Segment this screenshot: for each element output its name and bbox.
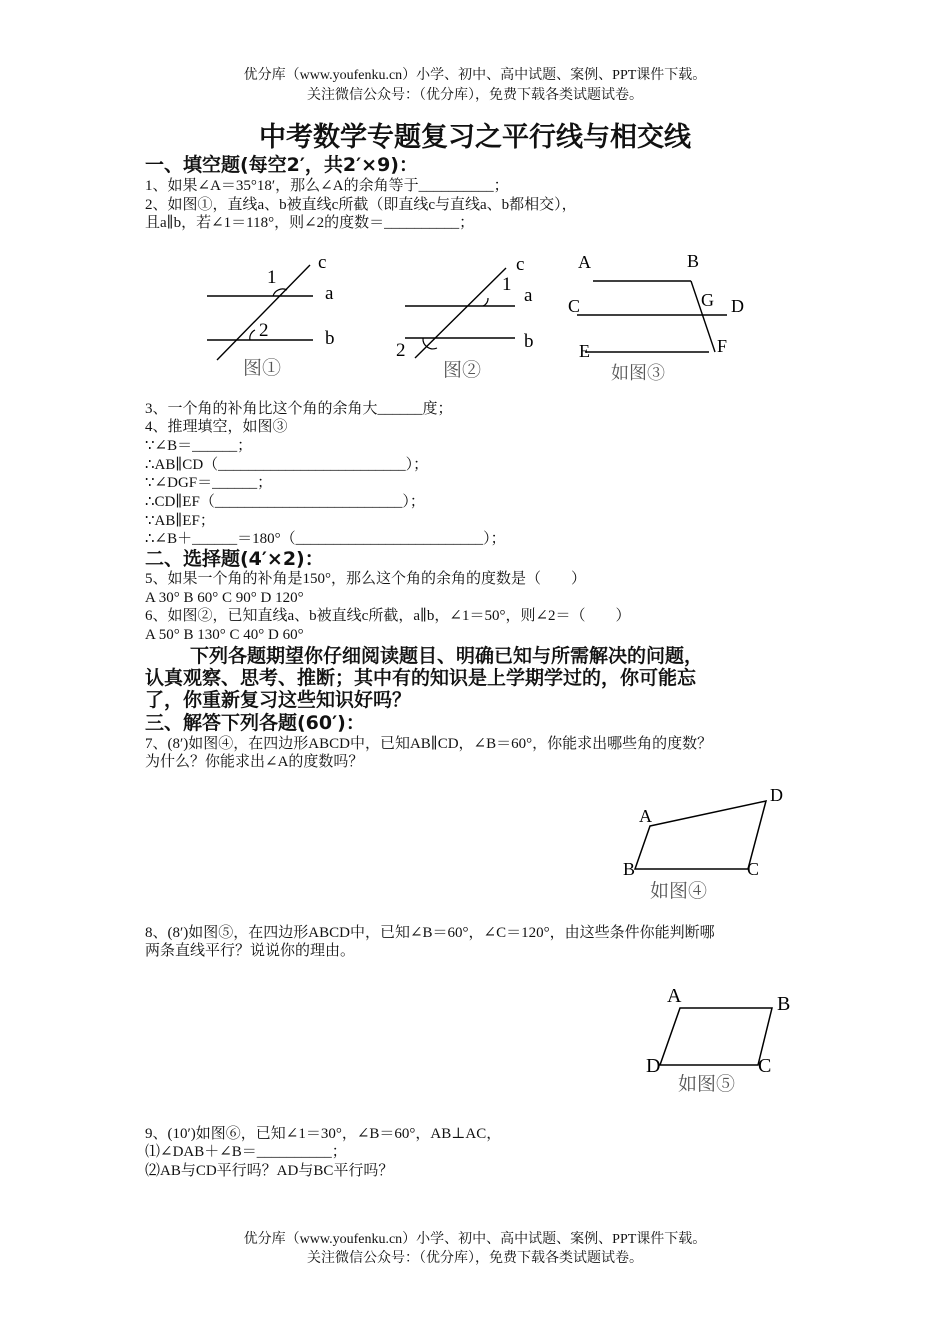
fig1-label-b: b	[325, 328, 335, 349]
fig1-caption: 图①	[243, 358, 282, 379]
fig4-label-C: C	[747, 859, 760, 879]
fig4-label-A: A	[639, 806, 652, 826]
figure-3	[565, 248, 755, 388]
fig2-caption: 图②	[443, 360, 482, 381]
footer-line-1: 优分库（www.youfenku.cn）小学、初中、高中试题、案例、PPT课件下载。	[243, 1232, 707, 1247]
instruction-line-1: 下列各题期望你仔细阅读题目、明确已知与所需解决的问题，	[190, 645, 704, 667]
question-3: 3、一个角的补角比这个角的余角大______度；	[145, 401, 453, 417]
fig4-caption: 如图④	[650, 881, 708, 902]
question-7-line-2: 为什么？你能求出∠A的度数吗？	[145, 754, 364, 770]
fig1-label-a: a	[325, 283, 334, 304]
section-solve: 三、解答下列各题(60′)：	[145, 712, 365, 734]
instruction-line-3: 了，你重新复习这些知识好吗？	[145, 689, 412, 711]
question-4-step-4: ∴CD∥EF（_________________________）；	[145, 494, 425, 510]
question-5-options: A 30° B 60° C 90° D 120°	[145, 590, 304, 606]
fig1-label-c: c	[318, 252, 327, 273]
question-9-part-2: ⑵AB与CD平行吗？AD与BC平行吗？	[145, 1163, 394, 1179]
fig3-label-D: D	[731, 296, 744, 316]
fig2-label-a: a	[524, 285, 533, 306]
fig3-caption: 如图③	[611, 363, 665, 383]
question-4-step-6: ∴∠B＋______＝180°（_________________________）；	[145, 531, 506, 547]
question-2-line-1: 2、如图①，直线a、b被直线c所截（即直线c与直线a、b都相交），	[145, 197, 577, 213]
fig2-angle-2: 2	[396, 340, 406, 361]
question-7-line-1: 7、(8′)如图④，在四边形ABCD中，已知AB∥CD，∠B＝60°，你能求出哪些角的度数？	[145, 736, 713, 752]
fig3-label-E: E	[579, 341, 590, 361]
fig5-label-C: C	[758, 1055, 772, 1077]
question-4-step-3: ∵∠DGF＝______；	[145, 475, 273, 491]
figure-2	[393, 250, 553, 385]
page-title: 中考数学专题复习之平行线与相交线	[259, 122, 691, 153]
fig5-label-D: D	[646, 1055, 661, 1077]
question-1: 1、如果∠A＝35°18′，那么∠A的余角等于__________；	[145, 178, 509, 194]
question-4-step-2: ∴AB∥CD（_________________________）；	[145, 457, 429, 473]
fig1-angle-1: 1	[267, 267, 277, 288]
question-4-step-5: ∵AB∥EF；	[145, 513, 215, 529]
fig4-label-B: B	[623, 859, 636, 879]
question-6: 6、如图②，已知直线a、b被直线c所截，a∥b，∠1＝50°，则∠2＝（ ）	[145, 608, 631, 624]
instruction-line-2: 认真观察、思考、推断；其中有的知识是上学期学过的，你可能忘	[145, 667, 697, 689]
fig5-label-B: B	[777, 993, 791, 1015]
footer-line-2: 关注微信公众号：（优分库），免费下载各类试题试卷。	[307, 1251, 643, 1266]
fig2-angle-1: 1	[502, 274, 512, 295]
fig3-label-B: B	[687, 251, 700, 271]
header-line-1: 优分库（www.youfenku.cn）小学、初中、高中试题、案例、PPT课件下载。	[243, 68, 707, 83]
question-6-options: A 50° B 130° C 40° D 60°	[145, 627, 304, 643]
question-4-step-1: ∵∠B＝______；	[145, 438, 253, 454]
fig5-label-A: A	[667, 985, 682, 1007]
figure-5	[640, 980, 800, 1100]
header-line-2: 关注微信公众号：（优分库），免费下载各类试题试卷。	[307, 88, 643, 103]
fig2-label-b: b	[524, 331, 534, 352]
fig2-label-c: c	[516, 254, 525, 275]
figure-1	[195, 250, 355, 385]
fig1-angle-2: 2	[259, 320, 269, 341]
fig5-caption: 如图⑤	[678, 1074, 736, 1095]
question-5: 5、如果一个角的补角是150°，那么这个角的余角的度数是（ ）	[145, 571, 587, 587]
fig4-label-D: D	[770, 785, 783, 805]
fig3-label-A: A	[578, 252, 591, 272]
fig3-label-G: G	[701, 290, 714, 310]
question-2-line-2: 且a∥b，若∠1＝118°，则∠2的度数＝__________；	[145, 215, 475, 231]
fig3-label-F: F	[717, 336, 728, 356]
question-4: 4、推理填空，如图③	[145, 419, 288, 435]
question-9-line-1: 9、(10′)如图⑥，已知∠1＝30°，∠B＝60°，AB⊥AC，	[145, 1126, 502, 1142]
figure-4	[620, 785, 795, 905]
question-9-part-1: ⑴∠DAB＋∠B＝__________；	[145, 1144, 347, 1160]
section-fill-in-blank: 一、填空题(每空2′，共2′×9)：	[145, 154, 418, 176]
section-multiple-choice: 二、选择题(4′×2)：	[145, 548, 324, 570]
question-8-line-2: 两条直线平行？说说你的理由。	[145, 943, 356, 959]
question-8-line-1: 8、(8′)如图⑤，在四边形ABCD中，已知∠B＝60°，∠C＝120°，由这些条件你能判断哪	[145, 925, 715, 941]
fig3-label-C: C	[568, 296, 581, 316]
